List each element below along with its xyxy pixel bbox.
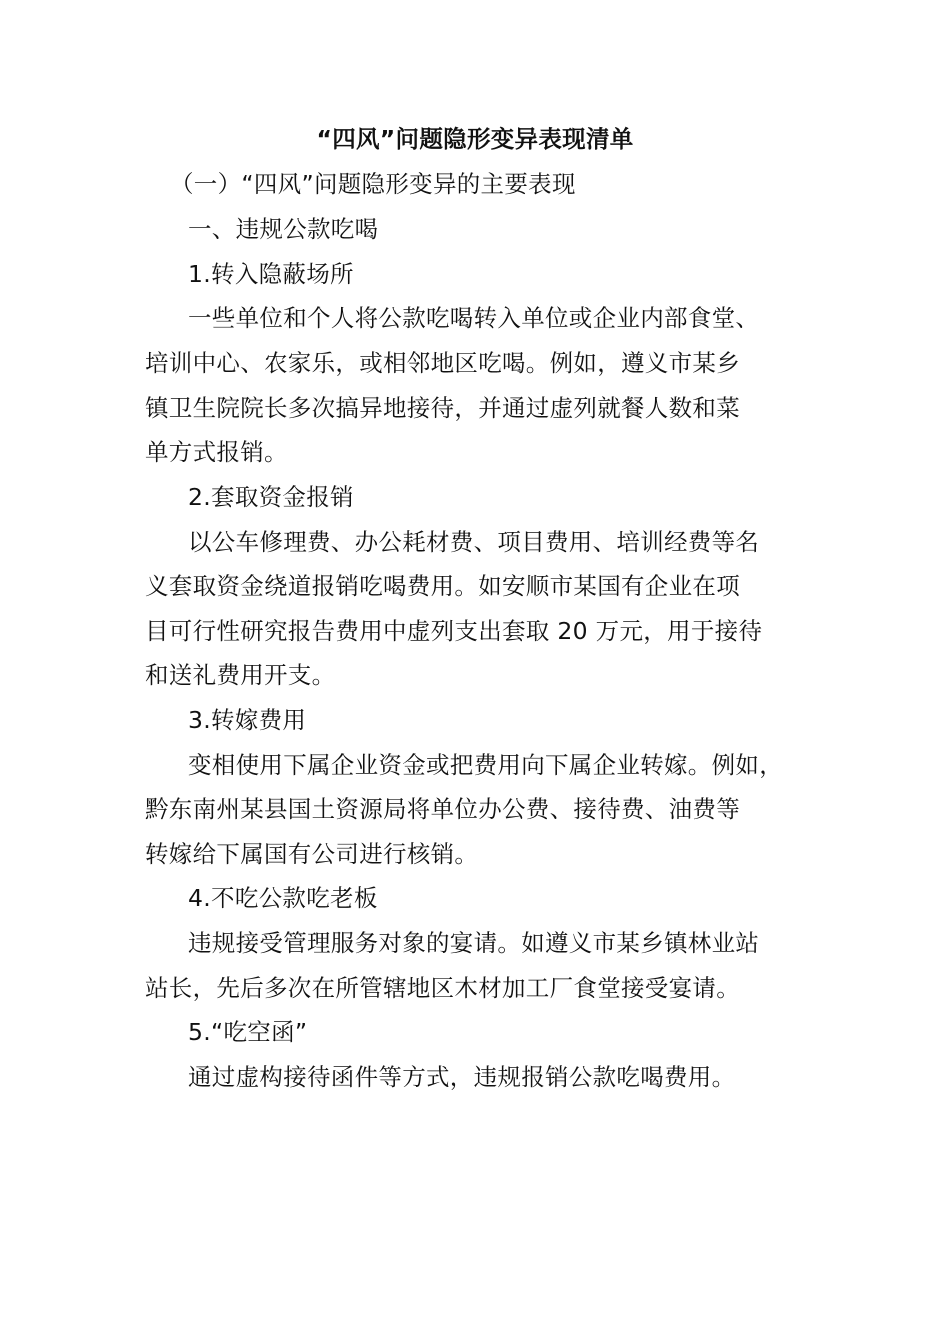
paragraph-line: 转嫁给下属国有公司进行核销。 (145, 840, 479, 868)
paragraph-line: 镇卫生院院长多次搞异地接待，并通过虚列就餐人数和菜 (145, 394, 740, 422)
paragraph-line: 以公车修理费、办公耗材费、项目费用、培训经费等名 (188, 528, 760, 556)
section-heading: 一、违规公款吃喝 (188, 215, 379, 243)
paragraph-line: 黔东南州某县国土资源局将单位办公费、接待费、油费等 (145, 795, 740, 823)
document-title: “四风”问题隐形变异表现清单 (316, 125, 634, 153)
paragraph-line: 目可行性研究报告费用中虚列支出套取 20 万元，用于接待 (145, 617, 763, 645)
paragraph-line: 一些单位和个人将公款吃喝转入单位或企业内部食堂、 (188, 304, 760, 332)
item-heading: 5.“吃空函” (188, 1018, 308, 1046)
paragraph-line: 培训中心、农家乐，或相邻地区吃喝。例如，遵义市某乡 (145, 349, 740, 377)
document-subtitle: （一）“四风”问题隐形变异的主要表现 (170, 170, 576, 198)
paragraph-line: 站长，先后多次在所管辖地区木材加工厂食堂接受宴请。 (145, 974, 740, 1002)
item-heading: 3.转嫁费用 (188, 706, 307, 734)
paragraph-line: 和送礼费用开支。 (145, 661, 336, 689)
paragraph-line: 变相使用下属企业资金或把费用向下属企业转嫁。例如， (188, 751, 783, 779)
item-heading: 4.不吃公款吃老板 (188, 884, 378, 912)
paragraph-line: 义套取资金绕道报销吃喝费用。如安顺市某国有企业在项 (145, 572, 740, 600)
item-heading: 1.转入隐蔽场所 (188, 260, 354, 288)
item-heading: 2.套取资金报销 (188, 483, 354, 511)
paragraph-line: 通过虚构接待函件等方式，违规报销公款吃喝费用。 (188, 1063, 736, 1091)
paragraph-line: 违规接受管理服务对象的宴请。如遵义市某乡镇林业站 (188, 929, 760, 957)
paragraph-line: 单方式报销。 (145, 438, 288, 466)
